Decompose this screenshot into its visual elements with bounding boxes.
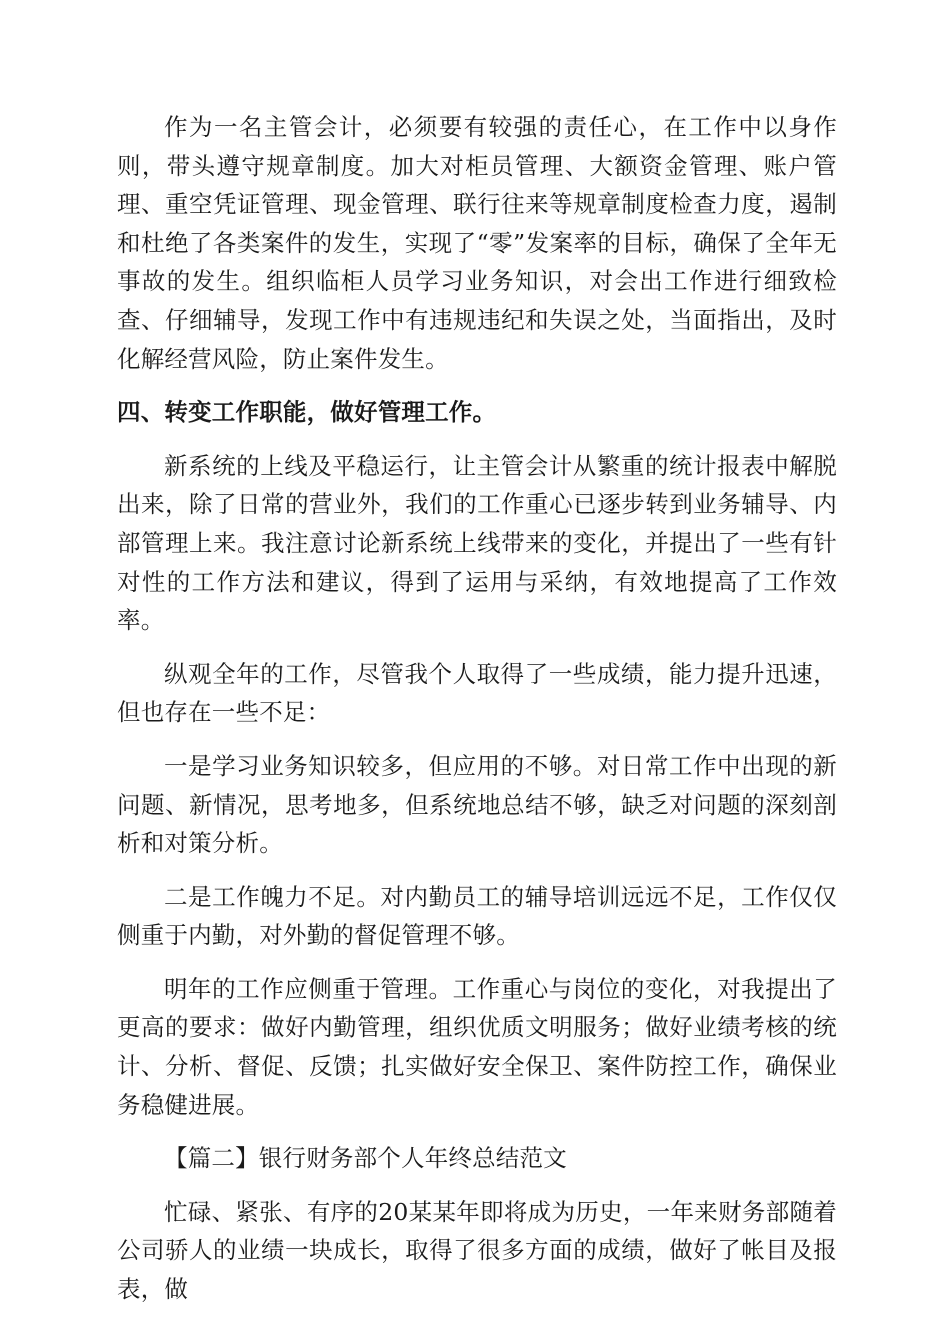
paragraph-new-system: 新系统的上线及平稳运行，让主管会计从繁重的统计报表中解脱出来，除了日常的营业外，我们的工作重心已逐步转到业务辅导、内部管理上来。我注意讨论新系统上线带来的变化，并提出了一些有针对性的工作方法和建议，得到了运用与采纳，有效地提高了工作效率。 bbox=[117, 451, 837, 635]
paragraph-gap bbox=[117, 378, 837, 393]
paragraph-gap bbox=[117, 863, 837, 878]
paragraph-gap bbox=[117, 1124, 837, 1139]
paragraph-responsibility: 作为一名主管会计，必须要有较强的责任心，在工作中以身作则，带头遵守规章制度。加大对柜员管理、大额资金管理、账户管理、重空凭证管理、现金管理、联行往来等规章制度检查力度，遏制和杜绝了各类案件的发生，实现了“零”发案率的目标，确保了全年无事故的发生。组织临柜人员学习业务知识，对会出工作进行细致检查、仔细辅导，发现工作中有违规违纪和失误之处，当面指出，及时化解经营风险，防止案件发生。 bbox=[117, 113, 837, 373]
paragraph-gap bbox=[117, 732, 837, 747]
paragraph-gap bbox=[117, 955, 837, 970]
paragraph-shortcoming-one: 一是学习业务知识较多，但应用的不够。对日常工作中出现的新问题、新情况，思考地多，但系统地总结不够，缺乏对问题的深刻剖析和对策分析。 bbox=[117, 751, 837, 858]
article-title-part-two: 【篇二】银行财务部个人年终总结范文 bbox=[164, 1144, 567, 1173]
paragraph-gap bbox=[117, 640, 837, 655]
paragraph-shortcoming-two: 二是工作魄力不足。对内勤员工的辅导培训远远不足，工作仅仅侧重于内勤，对外勤的督促管理不够。 bbox=[117, 882, 837, 950]
paragraph-busy-year: 忙碌、紧张、有序的20某某年即将成为历史，一年来财务部随着公司骄人的业绩一块成长，取得了很多方面的成绩，做好了帐目及报表，做 bbox=[117, 1197, 837, 1304]
paragraph-year-review: 纵观全年的工作，尽管我个人取得了一些成绩，能力提升迅速，但也存在一些不足： bbox=[117, 659, 837, 727]
section-heading-four: 四、转变工作职能，做好管理工作。 bbox=[117, 398, 497, 427]
paragraph-next-year: 明年的工作应侧重于管理。工作重心与岗位的变化，对我提出了更高的要求：做好内勤管理，组织优质文明服务；做好业绩考核的统计、分析、督促、反馈；扎实做好安全保卫、案件防控工作，确保业务稳健进展。 bbox=[117, 974, 837, 1119]
paragraph-gap bbox=[117, 432, 837, 447]
document-page bbox=[117, 108, 837, 1309]
paragraph-gap bbox=[117, 1178, 837, 1193]
